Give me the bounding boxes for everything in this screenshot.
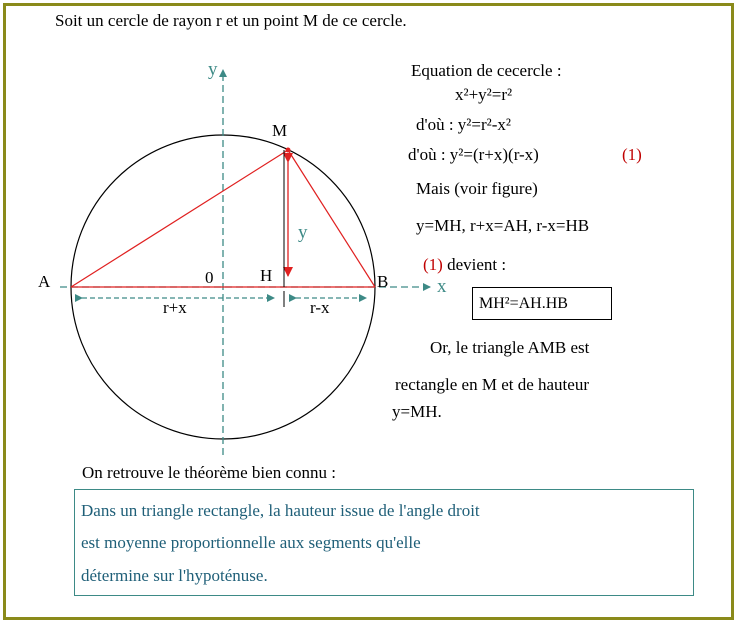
label-A: A	[38, 272, 51, 291]
label-y-axis: y	[208, 59, 218, 80]
theorem-box	[74, 489, 694, 596]
explanation-line-4: d'où : y²=(r+x)(r-x)	[408, 145, 539, 164]
theorem-line-3: détermine sur l'hypoténuse.	[81, 566, 268, 585]
explanation-line-9: rectangle en M et de hauteur	[395, 375, 589, 394]
explanation-line-2: x²+y²=r²	[455, 85, 513, 104]
explanation-line-3: d'où : y²=r²-x²	[416, 115, 511, 134]
boxed-formula-text: MH²=AH.HB	[479, 295, 568, 312]
reference-1b: (1)	[423, 255, 443, 274]
conclusion-intro: On retrouve le théorème bien connu :	[82, 463, 336, 482]
label-B: B	[377, 272, 389, 291]
page-title: Soit un cercle de rayon r et un point M de ce cercle.	[55, 11, 407, 30]
explanation-line-5: Mais (voir figure)	[416, 179, 538, 198]
explanation-line-7	[423, 256, 506, 273]
explanation-line-1: Equation de cecercle :	[411, 61, 562, 80]
label-origin: 0	[205, 268, 214, 287]
label-x-axis: x	[437, 276, 447, 297]
explanation-line-8: Or, le triangle AMB est	[430, 338, 590, 357]
side-AM	[71, 150, 288, 287]
side-MB	[288, 150, 375, 287]
reference-1: (1)	[622, 145, 642, 164]
point-M	[286, 148, 291, 153]
label-M: M	[272, 121, 288, 140]
label-r-minus-x: r-x	[310, 298, 330, 317]
boxed-formula	[472, 287, 612, 320]
explanation-line-7-text: devient :	[442, 255, 507, 274]
label-H: H	[260, 266, 273, 285]
explanation-line-10: y=MH.	[392, 402, 442, 421]
explanation-line-6: y=MH, r+x=AH, r-x=HB	[416, 216, 590, 235]
theorem-line-1: Dans un triangle rectangle, la hauteur issue de l'angle droit	[81, 501, 480, 520]
theorem-line-2: est moyenne proportionnelle aux segments qu'elle	[81, 533, 421, 552]
label-r-plus-x: r+x	[163, 298, 187, 317]
label-y-segment: y	[298, 222, 308, 243]
